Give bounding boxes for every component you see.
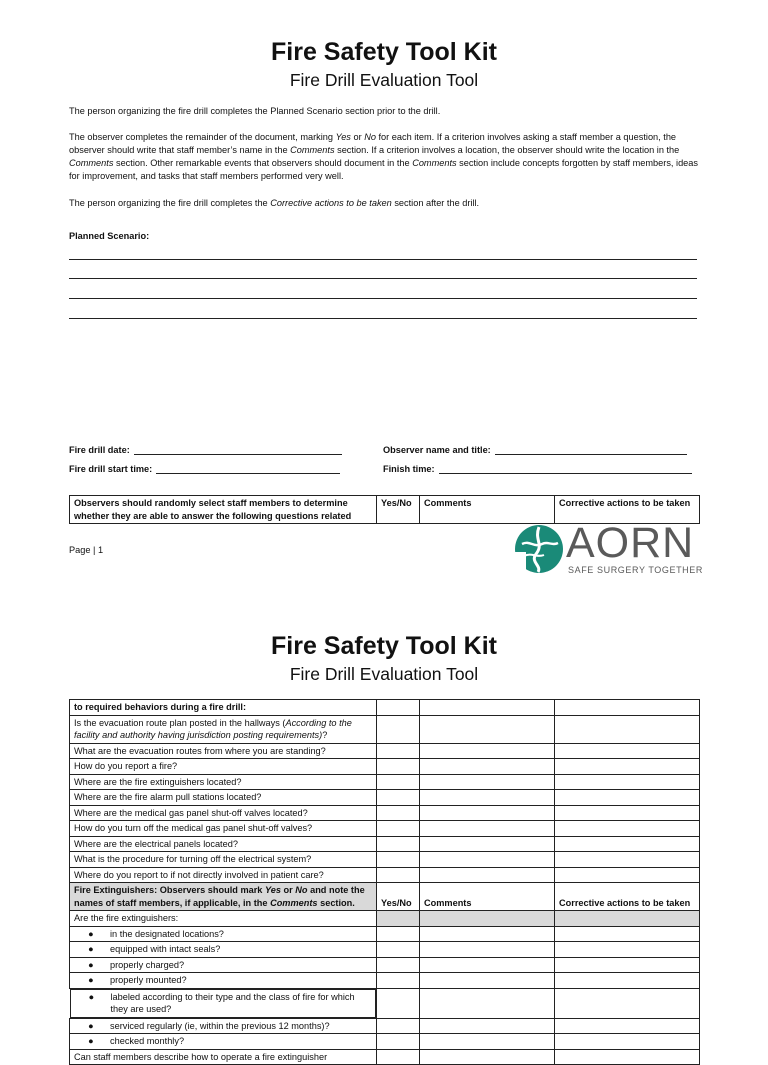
comments-cell[interactable]: [420, 836, 555, 852]
extinguisher-section-header: Fire Extinguishers: Observers should mark Yes or No and note the names of staff members, if applicable, in the Comments section.: [70, 883, 377, 911]
table-row: [70, 743, 700, 759]
yes-no-cell[interactable]: [377, 973, 420, 989]
bullet-icon: ●: [88, 959, 94, 970]
observer-label: Observer name and title:: [383, 445, 491, 455]
corrective-cell[interactable]: [555, 774, 700, 790]
observer-field: [383, 444, 687, 455]
yes-no-header: Yes/No: [377, 496, 420, 524]
scenario-line[interactable]: [69, 278, 697, 279]
question-cell: What are the evacuation routes from where you are standing?: [70, 743, 377, 759]
comments-cell[interactable]: [420, 821, 555, 837]
yes-no-cell[interactable]: [377, 759, 420, 775]
question-cell: Where are the fire alarm pull stations located?: [70, 790, 377, 806]
bullet-icon: ●: [88, 1020, 94, 1031]
comments-cell[interactable]: [420, 774, 555, 790]
aorn-emblem-icon: [514, 522, 564, 576]
question-cell: Where are the fire extinguishers located?: [70, 774, 377, 790]
question-cell: Where do you report to if not directly involved in patient care?: [70, 867, 377, 883]
table-row: [70, 1034, 700, 1050]
yes-no-cell[interactable]: [377, 1034, 420, 1050]
bullet-item: ● serviced regularly (ie, within the previous 12 months)?: [70, 1018, 377, 1034]
bullet-icon: ●: [88, 944, 94, 954]
yes-no-cell[interactable]: [377, 942, 420, 958]
scenario-line[interactable]: [69, 318, 697, 319]
yes-no-cell[interactable]: [377, 774, 420, 790]
start-time-input[interactable]: [156, 463, 340, 474]
yes-no-header: Yes/No: [377, 883, 420, 911]
evaluation-table: [69, 699, 700, 1065]
corrective-cell[interactable]: [555, 715, 700, 743]
yes-no-cell[interactable]: [377, 836, 420, 852]
corrective-cell[interactable]: [555, 1018, 700, 1034]
corrective-cell[interactable]: [555, 790, 700, 806]
planned-scenario-label: Planned Scenario:: [69, 231, 150, 241]
page-title: Fire Safety Tool Kit: [271, 632, 497, 660]
comments-cell[interactable]: [420, 743, 555, 759]
bullet-icon: ●: [88, 975, 94, 985]
table-row: [70, 973, 700, 989]
yes-no-cell[interactable]: [377, 743, 420, 759]
bullet-item: ● in the designated locations?: [70, 926, 377, 942]
page-title: Fire Safety Tool Kit: [271, 38, 497, 66]
question-cell: Where are the medical gas panel shut-off valves located?: [70, 805, 377, 821]
corrective-cell[interactable]: [555, 973, 700, 989]
table-row: [70, 774, 700, 790]
table-row: [70, 911, 700, 927]
comments-cell[interactable]: [420, 1018, 555, 1034]
corrective-cell[interactable]: [555, 957, 700, 973]
comments-header: Comments: [420, 883, 555, 911]
bullet-item: ● properly charged?: [70, 957, 377, 973]
table-row: [70, 852, 700, 868]
bullet-icon: ●: [88, 991, 95, 1002]
comments-cell[interactable]: [420, 926, 555, 942]
table-row: [70, 821, 700, 837]
question-cell: Where are the electrical panels located?: [70, 836, 377, 852]
table-row: [70, 942, 700, 958]
table-row: [70, 836, 700, 852]
fire-drill-start-time-field: [69, 463, 340, 474]
corrective-cell[interactable]: [555, 759, 700, 775]
comments-header: Comments: [420, 496, 555, 524]
yes-no-cell[interactable]: [377, 926, 420, 942]
yes-no-cell[interactable]: [377, 821, 420, 837]
question-cell: How do you report a fire?: [70, 759, 377, 775]
comments-cell[interactable]: [420, 957, 555, 973]
bullet-icon: ●: [88, 928, 94, 939]
corrective-cell[interactable]: [555, 805, 700, 821]
aorn-logo: [514, 520, 704, 578]
page-number: Page | 1: [69, 545, 104, 555]
corrective-cell[interactable]: [555, 1034, 700, 1050]
yes-no-cell[interactable]: [377, 957, 420, 973]
fire-drill-date-label: Fire drill date:: [69, 445, 130, 455]
corrective-cell: [555, 911, 700, 927]
yes-no-cell: [377, 911, 420, 927]
yes-no-cell[interactable]: [377, 988, 420, 1018]
bullet-item: ● properly mounted?: [70, 973, 377, 989]
continued-header: to required behaviors during a fire drill:: [70, 700, 377, 716]
table-row: [70, 759, 700, 775]
yes-no-cell[interactable]: [377, 1049, 420, 1065]
finish-time-field: [383, 463, 692, 474]
yes-no-cell[interactable]: [377, 790, 420, 806]
question-header: Observers should randomly select staff members to determine whether they are able to answer the following questions related: [70, 496, 377, 524]
table-row: [70, 1049, 700, 1065]
corrective-cell[interactable]: [555, 836, 700, 852]
comments-cell[interactable]: [420, 988, 555, 1018]
comments-cell[interactable]: [420, 759, 555, 775]
comments-cell[interactable]: [420, 942, 555, 958]
yes-no-cell[interactable]: [377, 852, 420, 868]
corrective-cell[interactable]: [555, 743, 700, 759]
yes-no-cell[interactable]: [377, 715, 420, 743]
table-row: [70, 700, 700, 716]
corrective-cell[interactable]: [555, 926, 700, 942]
observer-input[interactable]: [495, 444, 687, 455]
table-row: [70, 1018, 700, 1034]
page-subtitle: Fire Drill Evaluation Tool: [289, 70, 479, 90]
comments-cell[interactable]: [420, 715, 555, 743]
comments-cell[interactable]: [420, 852, 555, 868]
yes-no-cell[interactable]: [377, 700, 420, 716]
finish-time-label: Finish time:: [383, 464, 435, 474]
fire-drill-date-input[interactable]: [134, 444, 342, 455]
corrective-cell[interactable]: [555, 942, 700, 958]
corrective-cell[interactable]: [555, 1049, 700, 1065]
finish-time-input[interactable]: [439, 463, 692, 474]
comments-cell[interactable]: [420, 867, 555, 883]
question-cell: Is the evacuation route plan posted in the hallways (According to the facility and authority having jurisdiction posting requirements)?: [70, 715, 377, 743]
corrective-cell[interactable]: [555, 700, 700, 716]
table-row: [70, 957, 700, 973]
corrective-cell[interactable]: [555, 852, 700, 868]
bullet-item: ● equipped with intact seals?: [70, 942, 377, 958]
scenario-line[interactable]: [69, 298, 697, 299]
scenario-line[interactable]: [69, 259, 697, 260]
table-row: [70, 926, 700, 942]
intro-paragraph-3: The person organizing the fire drill completes the Corrective actions to be taken section after the drill.: [69, 198, 480, 208]
comments-cell[interactable]: [420, 790, 555, 806]
table-row: [70, 805, 700, 821]
yes-no-cell[interactable]: [377, 1018, 420, 1034]
aorn-wordmark: AORN: [566, 519, 695, 567]
corrective-actions-header: Corrective actions to be taken: [555, 883, 700, 911]
page-2: [0, 594, 768, 1062]
corrective-cell[interactable]: [555, 867, 700, 883]
aorn-tagline: SAFE SURGERY TOGETHER: [568, 565, 703, 575]
page-subtitle: Fire Drill Evaluation Tool: [289, 664, 479, 684]
bullet-icon: ●: [88, 1036, 94, 1046]
extinguisher-header-row: [70, 883, 700, 911]
comments-cell[interactable]: [420, 1049, 555, 1065]
question-cell: Are the fire extinguishers:: [70, 911, 377, 927]
question-cell: What is the procedure for turning off the electrical system?: [70, 852, 377, 868]
fire-drill-date-field: [69, 444, 342, 455]
corrective-actions-header: Corrective actions to be taken: [555, 496, 700, 524]
table-row: [70, 988, 700, 1018]
table-row: [70, 867, 700, 883]
corrective-cell[interactable]: [555, 821, 700, 837]
table-row: [70, 715, 700, 743]
yes-no-cell[interactable]: [377, 805, 420, 821]
comments-cell: [420, 911, 555, 927]
question-cell: Can staff members describe how to operate a fire extinguisher: [70, 1049, 377, 1065]
comments-cell[interactable]: [420, 805, 555, 821]
corrective-cell[interactable]: [555, 988, 700, 1018]
yes-no-cell[interactable]: [377, 867, 420, 883]
start-time-label: Fire drill start time:: [69, 464, 153, 474]
comments-cell[interactable]: [420, 1034, 555, 1050]
question-cell: How do you turn off the medical gas panel shut-off valves?: [70, 821, 377, 837]
intro-paragraph-2: The observer completes the remainder of the document, marking Yes or No for each item. If a criterion involves asking a staff member a question, the observer should write that staff member’s name in the Comments section. If a criterion involves a location, the observer should write the location in the Comments section. Other remarkable events that observers should document in the Comments section include concepts forgotten by staff members, ideas for improvement, and tasks that staff members performed very well.: [69, 132, 698, 181]
bullet-item: ● checked monthly?: [70, 1034, 377, 1050]
bullet-item: ● labeled according to their type and the class of fire for which they are used?: [70, 989, 377, 1018]
table-row: [70, 790, 700, 806]
intro-paragraph-1: The person organizing the fire drill completes the Planned Scenario section prior to the drill.: [69, 106, 441, 116]
comments-cell[interactable]: [420, 700, 555, 716]
comments-cell[interactable]: [420, 973, 555, 989]
